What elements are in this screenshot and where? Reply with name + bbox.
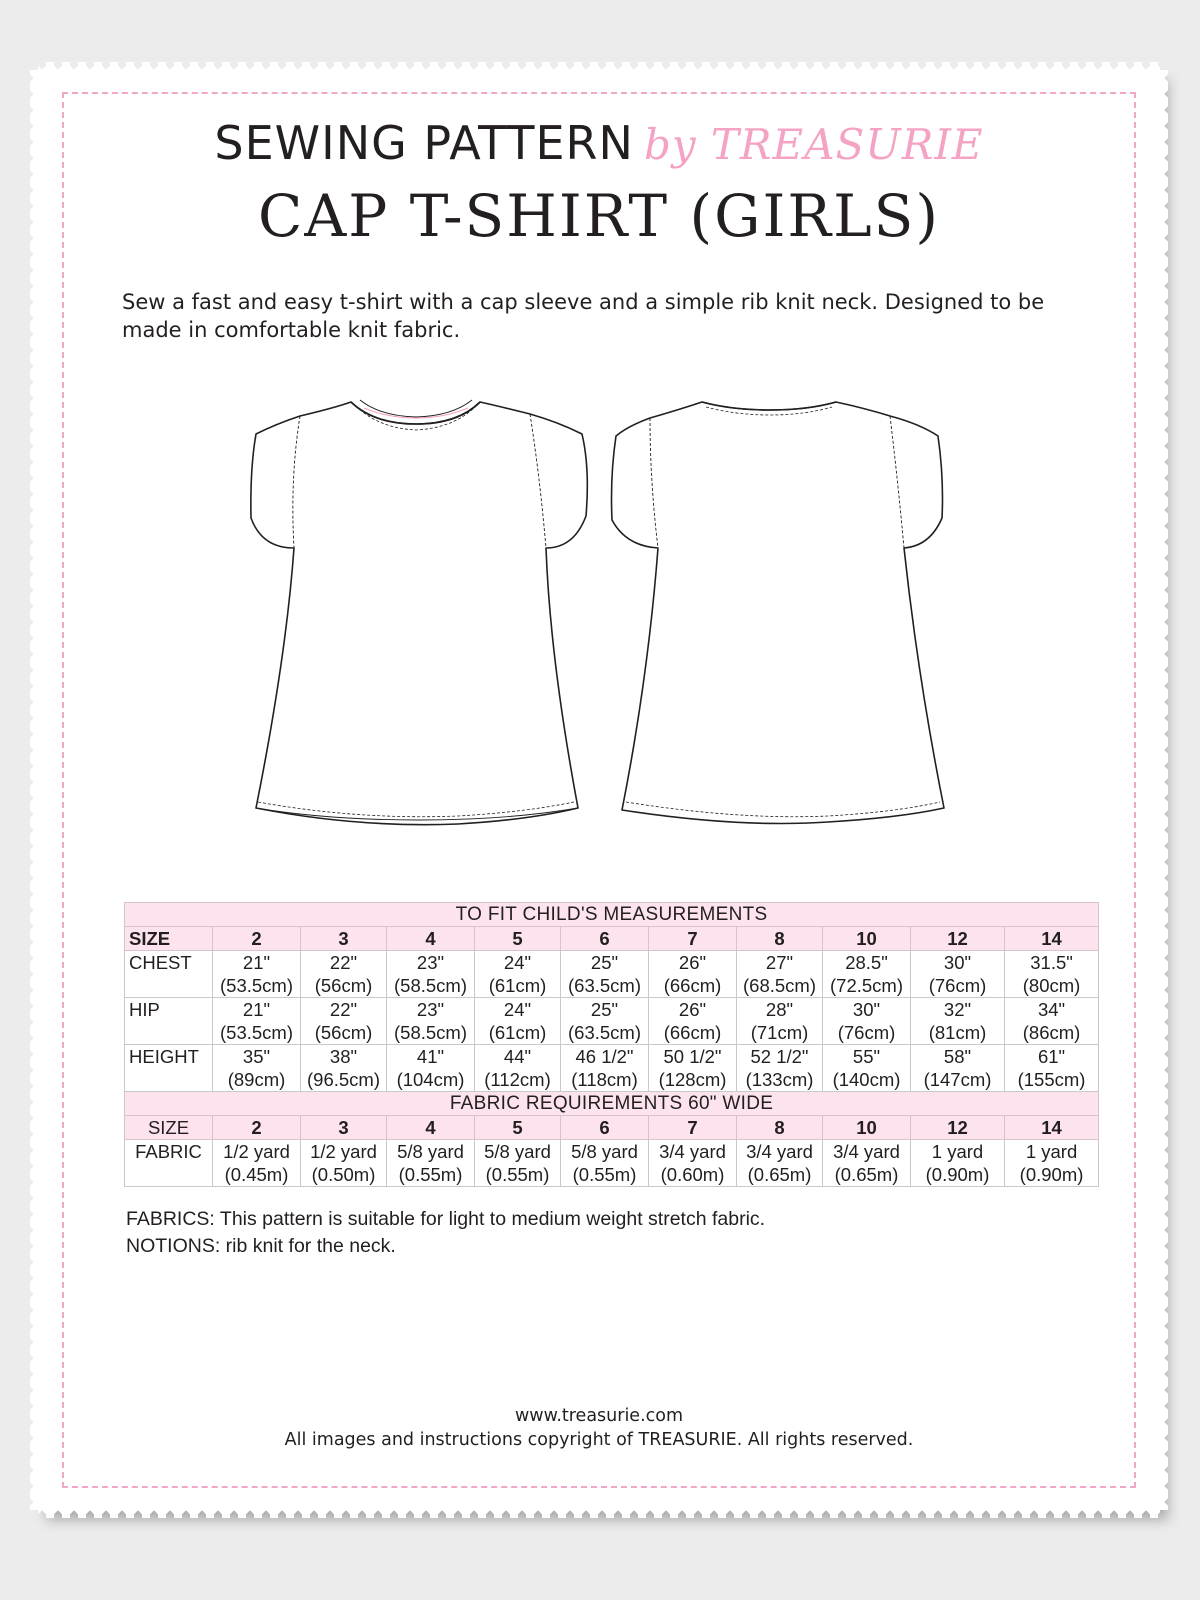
fabric-size-header-cell: 7	[649, 1116, 737, 1140]
measurement-inches: 23"	[416, 952, 445, 973]
notes-fabrics: FABRICS: This pattern is suitable for light to medium weight stretch fabric.	[126, 1208, 766, 1230]
intro-text: Sew a fast and easy t-shirt with a cap sleeve and a simple rib knit neck. Designed to be made in comfortable knit fabric.	[122, 290, 1045, 342]
fabric-yards: 3/4 yard	[659, 1141, 726, 1162]
measurement-cell	[561, 951, 649, 998]
fabric-meters: (0.55m)	[572, 1164, 637, 1185]
measurement-inches: 26"	[678, 999, 707, 1020]
fabric-yards: 1/2 yard	[223, 1141, 290, 1162]
fabric-heading-row	[125, 1092, 1099, 1116]
measurement-cm: (58.5cm)	[394, 975, 467, 996]
measurement-cm: (96.5cm)	[307, 1069, 380, 1090]
table-row	[125, 998, 1099, 1045]
fabric-row-label: FABRIC	[125, 1140, 213, 1187]
fabric-size-header-cell: 6	[561, 1116, 649, 1140]
fabric-yards: 3/4 yard	[746, 1141, 813, 1162]
fabric-size-header-cell: 14	[1005, 1116, 1099, 1140]
table-row	[125, 951, 1099, 998]
measurement-cell	[561, 1045, 649, 1092]
measurement-cell	[737, 1045, 823, 1092]
size-header-cell: 6	[561, 927, 649, 951]
measurement-cell	[911, 951, 1005, 998]
measurement-cell	[387, 1045, 475, 1092]
size-chart	[124, 902, 1099, 1187]
measurement-inches: 58"	[943, 1046, 972, 1067]
measurement-cm: (76cm)	[837, 1022, 896, 1043]
measurement-inches: 28.5"	[845, 952, 888, 973]
row-label: CHEST	[125, 951, 213, 998]
fabric-meters: (0.90m)	[1019, 1164, 1084, 1185]
measurement-cm: (155cm)	[1017, 1069, 1086, 1090]
measurement-cell	[213, 998, 301, 1045]
measurement-cell	[823, 951, 911, 998]
measurement-cm: (72.5cm)	[830, 975, 903, 996]
measurement-cell	[475, 951, 561, 998]
measurement-inches: 30"	[943, 952, 972, 973]
measurement-cm: (63.5cm)	[568, 1022, 641, 1043]
measurement-cell	[823, 998, 911, 1045]
measurement-cm: (66cm)	[663, 1022, 722, 1043]
measurement-cm: (112cm)	[484, 1069, 551, 1090]
measurement-inches: 23"	[416, 999, 445, 1020]
measurement-inches: 55"	[852, 1046, 881, 1067]
measurement-inches: 35"	[242, 1046, 271, 1067]
measurement-cell	[911, 998, 1005, 1045]
fabric-yards: 1/2 yard	[310, 1141, 377, 1162]
measurement-cell	[1005, 998, 1099, 1045]
measurement-inches: 46 1/2"	[575, 1046, 634, 1067]
measurement-inches: 22"	[329, 952, 358, 973]
size-header-cell: 14	[1005, 927, 1099, 951]
measurement-cell	[301, 998, 387, 1045]
pattern-name: CAP T-SHIRT (GIRLS)	[258, 182, 940, 250]
measurement-cell	[301, 1045, 387, 1092]
measurement-inches: 25"	[590, 952, 619, 973]
measurement-cm: (53.5cm)	[220, 975, 293, 996]
measurement-inches: 21"	[242, 952, 271, 973]
measurement-inches: 26"	[678, 952, 707, 973]
measurement-cm: (66cm)	[663, 975, 722, 996]
measurement-cm: (133cm)	[745, 1069, 814, 1090]
measurements-heading-row	[125, 903, 1099, 927]
table-row	[125, 1045, 1099, 1092]
fabric-cell	[911, 1140, 1005, 1187]
measurement-cell	[387, 998, 475, 1045]
title-line	[38, 116, 1160, 170]
measurement-cm: (86cm)	[1022, 1022, 1081, 1043]
table-row	[125, 1140, 1099, 1187]
measurement-cell	[649, 998, 737, 1045]
measurement-inches: 34"	[1037, 999, 1066, 1020]
measurement-cell	[823, 1045, 911, 1092]
measurement-cell	[387, 951, 475, 998]
measurement-cell	[301, 951, 387, 998]
fabric-meters: (0.50m)	[311, 1164, 376, 1185]
measurement-cm: (76cm)	[928, 975, 987, 996]
measurement-inches: 32"	[943, 999, 972, 1020]
fabric-meters: (0.45m)	[224, 1164, 289, 1185]
size-header-cell: 12	[911, 927, 1005, 951]
pattern-card	[38, 70, 1160, 1510]
measurement-cm: (61cm)	[488, 1022, 547, 1043]
fabric-yards: 5/8 yard	[484, 1141, 551, 1162]
fabric-meters: (0.90m)	[925, 1164, 990, 1185]
measurement-cell	[737, 951, 823, 998]
measurement-cell	[1005, 1045, 1099, 1092]
fabric-cell	[823, 1140, 911, 1187]
measurement-inches: 28"	[765, 999, 794, 1020]
footer-url: www.treasurie.com	[514, 1406, 684, 1426]
fabric-yards: 3/4 yard	[833, 1141, 900, 1162]
measurement-cell	[649, 951, 737, 998]
measurement-cell	[213, 951, 301, 998]
fabric-size-header-cell: 10	[823, 1116, 911, 1140]
measurement-cm: (53.5cm)	[220, 1022, 293, 1043]
size-label: SIZE	[125, 927, 213, 951]
measurement-cm: (140cm)	[832, 1069, 901, 1090]
measurement-cm: (61cm)	[488, 975, 547, 996]
fabric-cell	[301, 1140, 387, 1187]
fabric-size-header-row	[125, 1116, 1099, 1140]
size-header-cell: 5	[475, 927, 561, 951]
measurement-cell	[649, 1045, 737, 1092]
measurement-cell	[737, 998, 823, 1045]
measurement-cell	[475, 1045, 561, 1092]
footer-copyright: All images and instructions copyright of TREASURIE. All rights reserved.	[284, 1430, 914, 1450]
measurement-cm: (104cm)	[396, 1069, 465, 1090]
fabric-size-header-cell: 2	[213, 1116, 301, 1140]
footer	[38, 1404, 1160, 1452]
pinked-edge-bottom	[38, 1510, 1160, 1518]
pinked-edge-top	[38, 62, 1160, 70]
size-header-cell: 8	[737, 927, 823, 951]
size-header-row	[125, 927, 1099, 951]
fabric-cell	[387, 1140, 475, 1187]
fabric-heading: FABRIC REQUIREMENTS 60" WIDE	[125, 1092, 1099, 1116]
measurement-inches: 52 1/2"	[750, 1046, 809, 1067]
fabric-yards: 5/8 yard	[397, 1141, 464, 1162]
size-header-cell: 4	[387, 927, 475, 951]
measurement-cm: (56cm)	[314, 975, 373, 996]
notes-notions: NOTIONS: rib knit for the neck.	[126, 1235, 396, 1257]
pinked-edge-right	[1160, 70, 1168, 1510]
title-sewing-pattern: SEWING PATTERN	[214, 116, 634, 170]
measurement-cm: (56cm)	[314, 1022, 373, 1043]
fabric-cell	[649, 1140, 737, 1187]
size-header-cell: 2	[213, 927, 301, 951]
measurement-cell	[911, 1045, 1005, 1092]
measurement-cm: (80cm)	[1022, 975, 1081, 996]
t-shirt-back-icon	[612, 402, 945, 824]
fabric-meters: (0.55m)	[485, 1164, 550, 1185]
size-header-cell: 3	[301, 927, 387, 951]
fabric-meters: (0.65m)	[834, 1164, 899, 1185]
measurement-cm: (128cm)	[658, 1069, 727, 1090]
fabric-cell	[1005, 1140, 1099, 1187]
measurement-cm: (118cm)	[571, 1069, 638, 1090]
t-shirt-front-icon	[251, 400, 587, 825]
measurement-cell	[475, 998, 561, 1045]
measurement-cell	[1005, 951, 1099, 998]
size-header-cell: 7	[649, 927, 737, 951]
fabric-cell	[737, 1140, 823, 1187]
fabric-meters: (0.55m)	[398, 1164, 463, 1185]
measurement-inches: 22"	[329, 999, 358, 1020]
measurement-inches: 25"	[590, 999, 619, 1020]
fabric-cell	[475, 1140, 561, 1187]
fabric-yards: 1 yard	[1025, 1141, 1078, 1162]
measurement-inches: 24"	[503, 999, 532, 1020]
fabric-yards: 5/8 yard	[571, 1141, 638, 1162]
fabric-cell	[213, 1140, 301, 1187]
fabric-meters: (0.60m)	[660, 1164, 725, 1185]
measurement-inches: 31.5"	[1030, 952, 1073, 973]
measurement-cm: (81cm)	[928, 1022, 987, 1043]
measurement-cell	[213, 1045, 301, 1092]
measurement-inches: 44"	[503, 1046, 532, 1067]
measurement-inches: 38"	[329, 1046, 358, 1067]
measurement-cell	[561, 998, 649, 1045]
t-shirt-illustrations	[38, 388, 1160, 848]
measurement-inches: 24"	[503, 952, 532, 973]
measurements-heading: TO FIT CHILD'S MEASUREMENTS	[125, 903, 1099, 927]
measurement-inches: 61"	[1037, 1046, 1066, 1067]
pinked-edge-left	[30, 70, 38, 1510]
row-label: HIP	[125, 998, 213, 1045]
fabric-size-header-cell: 3	[301, 1116, 387, 1140]
measurement-cm: (63.5cm)	[568, 975, 641, 996]
fabric-size-label: SIZE	[125, 1116, 213, 1140]
fabric-meters: (0.65m)	[747, 1164, 812, 1185]
title-brand: by TREASURIE	[643, 120, 984, 169]
fabric-size-header-cell: 4	[387, 1116, 475, 1140]
notes	[126, 1206, 1086, 1260]
fabric-cell	[561, 1140, 649, 1187]
measurement-cm: (147cm)	[923, 1069, 992, 1090]
measurement-cm: (89cm)	[227, 1069, 286, 1090]
measurement-inches: 50 1/2"	[663, 1046, 722, 1067]
measurement-cm: (68.5cm)	[743, 975, 816, 996]
fabric-size-header-cell: 5	[475, 1116, 561, 1140]
fabric-yards: 1 yard	[931, 1141, 984, 1162]
measurement-inches: 30"	[852, 999, 881, 1020]
fabric-size-header-cell: 12	[911, 1116, 1005, 1140]
measurement-cm: (71cm)	[750, 1022, 809, 1043]
measurement-inches: 21"	[242, 999, 271, 1020]
measurement-inches: 27"	[765, 952, 794, 973]
measurement-cm: (58.5cm)	[394, 1022, 467, 1043]
size-header-cell: 10	[823, 927, 911, 951]
fabric-size-header-cell: 8	[737, 1116, 823, 1140]
measurement-inches: 41"	[416, 1046, 445, 1067]
row-label: HEIGHT	[125, 1045, 213, 1092]
